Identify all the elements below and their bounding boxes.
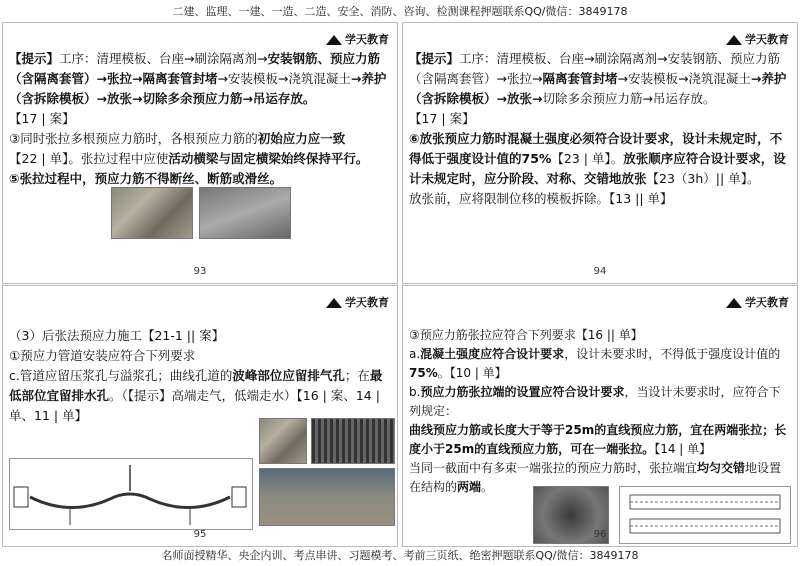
slide-text bbox=[409, 49, 791, 209]
slide-text bbox=[9, 326, 391, 426]
logo-icon bbox=[326, 295, 342, 309]
exam-tag: 【17 | 案】 bbox=[9, 111, 75, 126]
logo-text: 学天教育 bbox=[345, 33, 389, 46]
slide-96 bbox=[402, 285, 798, 547]
exam-tag: 【17 | 案】 bbox=[409, 111, 475, 126]
brand-logo bbox=[326, 294, 389, 310]
point-d: 当同一截面中有多束一端张拉的预应力筋时，张拉端宜均匀交错地设置在结构的两端。 bbox=[409, 461, 782, 494]
page-number: 96 bbox=[593, 529, 607, 540]
point-6-note: 放张前，应将限制位移的模板拆除。【13 || 单】 bbox=[409, 191, 673, 206]
logo-icon bbox=[726, 295, 742, 309]
logo-icon bbox=[326, 32, 342, 46]
point-c: 曲线预应力筋或长度大于等于25m的直线预应力筋，宜在两端张拉；长度小于25m的直线预应力筋，可在一端张拉。【14 | 单】 bbox=[409, 423, 787, 456]
page-number: 95 bbox=[193, 529, 207, 540]
slide-93 bbox=[2, 22, 398, 284]
brand-logo bbox=[326, 31, 389, 47]
logo-text: 学天教育 bbox=[745, 296, 789, 309]
construction-photo bbox=[111, 187, 193, 239]
slide-94 bbox=[402, 22, 798, 284]
point-c: c.管道应留压浆孔与溢浆孔；曲线孔道的波峰部位应留排气孔；在最低部位宜留排水孔。（【提示】高端走气，低端走水）【16 | 案、14 | 单、11 | 单】 bbox=[9, 368, 383, 423]
slide-95 bbox=[2, 285, 398, 547]
point-b: b.预应力筋张拉端的设置应符合设计要求，当设计未要求时，应符合下列规定： bbox=[409, 385, 781, 418]
footer-banner: 名师面授精华、央企内训、考点串讲、习题模考、考前三页纸、绝密押题联系QQ/微信：3849178 bbox=[161, 549, 639, 562]
page-number: 94 bbox=[593, 266, 607, 277]
point-3: ③预应力筋张拉应符合下列要求【16 || 单】 bbox=[409, 328, 643, 342]
header-banner: 二建、监理、一建、一造、二造、安全、消防、咨询、检测课程押题联系QQ/微信：3849178 bbox=[172, 5, 628, 18]
logo-icon bbox=[726, 32, 742, 46]
corrugated-pipe-photo bbox=[311, 418, 395, 464]
site-photo bbox=[259, 468, 395, 526]
slide-text bbox=[409, 326, 791, 497]
point-5: ⑤张拉过程中，预应力筋不得断丝、断筋或滑丝。 bbox=[9, 171, 283, 186]
slide-text bbox=[9, 49, 391, 189]
brand-logo bbox=[726, 31, 789, 47]
page-number: 93 bbox=[193, 266, 207, 277]
logo-text: 学天教育 bbox=[345, 296, 389, 309]
point-a: a.混凝土强度应符合设计要求，设计未要求时，不得低于强度设计值的75%。【10 | 单】 bbox=[409, 347, 781, 380]
point-3-cont: 【22 | 单】。张拉过程中应使活动横梁与固定横梁始终保持平行。 bbox=[9, 151, 369, 166]
duct-profile-drawing bbox=[10, 459, 252, 529]
duct-diagram bbox=[9, 458, 253, 530]
point-6: ⑥放张预应力筋时混凝土强度必须符合设计要求，设计未规定时，不得低于强度设计值的75%【23 | 单】。放张顺序应符合设计要求，设计未规定时，应分阶段、对称、交错地放张【23（3h）|| 单】。 bbox=[409, 131, 786, 186]
process-paragraph: 【提示】工序：清理模板、台座→刷涂隔离剂→安装钢筋、预应力筋（含隔离套管）→张拉→隔离套管封堵→安装模板→浇筑混凝土→养护（含拆除模板）→放张→切除多余预应力筋→吊运存放。 bbox=[409, 51, 787, 106]
section-title: （3）后张法预应力施工【21-1 || 案】 bbox=[9, 328, 225, 343]
tensioning-photo bbox=[199, 187, 291, 239]
point-1: ①预应力管道安装应符合下列要求 bbox=[9, 348, 196, 363]
logo-text: 学天教育 bbox=[745, 33, 789, 46]
point-3: ③同时张拉多根预应力筋时，各根预应力筋的初始应力应一致 bbox=[9, 131, 346, 146]
duct-photo bbox=[259, 418, 307, 464]
brand-logo bbox=[726, 294, 789, 310]
process-paragraph: 【提示】工序：清理模板、台座→刷涂隔离剂→安装钢筋、预应力筋（含隔离套管）→张拉→隔离套管封堵→安装模板→浇筑混凝土→养护（含拆除模板）→放张→切除多余预应力筋→吊运存放。 bbox=[9, 51, 387, 106]
